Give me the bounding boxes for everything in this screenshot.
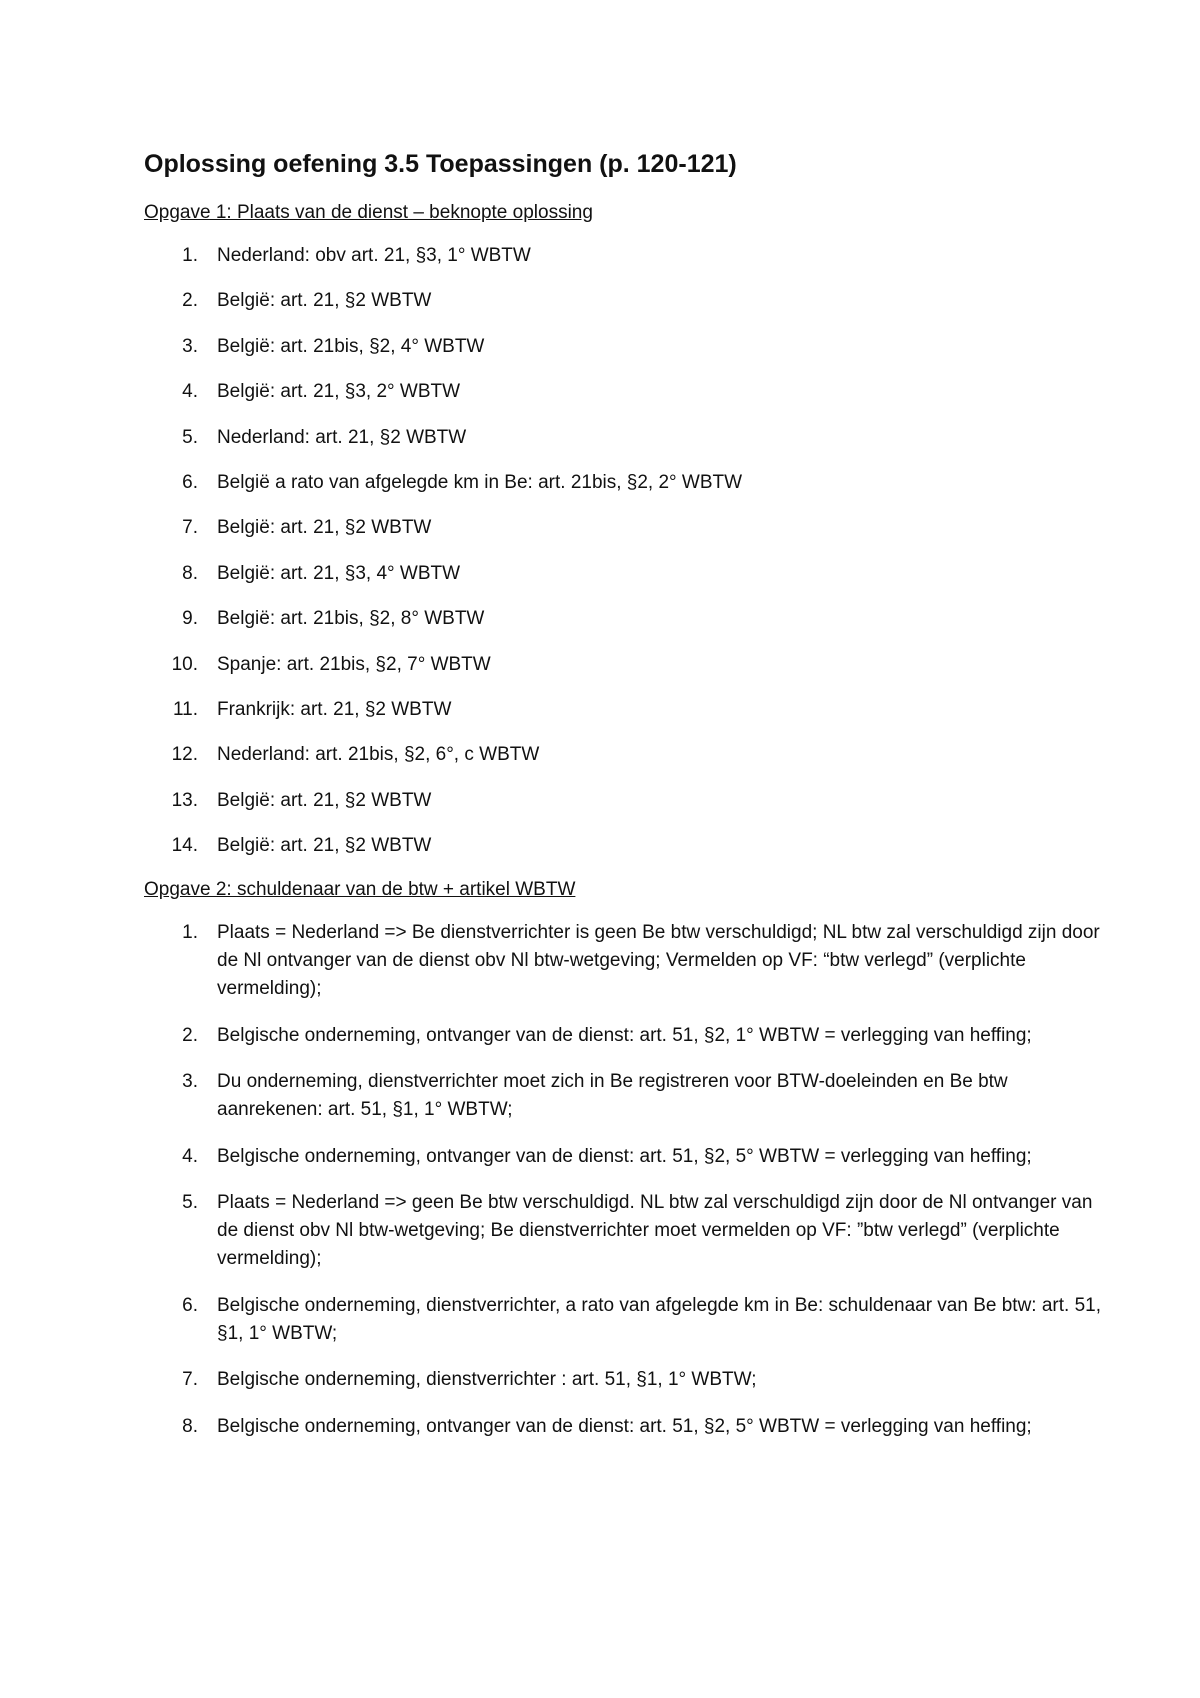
list-item — [144, 919, 1100, 1003]
list-item-text: België: art. 21, §3, 4° WBTW — [217, 562, 461, 584]
list-item-text: Nederland: obv art. 21, §3, 1° WBTW — [217, 245, 531, 266]
list-item-number: 2. — [182, 1024, 198, 1046]
list-item — [144, 787, 1080, 815]
list-item-number: 3. — [182, 1071, 198, 1093]
list-item — [144, 1413, 1080, 1441]
section-heading-opgave-1: Opgave 1: Plaats van de dienst – beknopte oplossing — [144, 202, 593, 223]
page-title: Oplossing oefening 3.5 Toepassingen (p. 120-121) — [144, 150, 737, 178]
list-item — [144, 287, 1080, 315]
list-item — [144, 514, 1080, 542]
list-item-number: 13. — [171, 789, 198, 811]
list-item-text: Belgische onderneming, ontvanger van de dienst: art. 51, §2, 5° WBTW = verlegging van heffing; — [217, 1415, 1032, 1437]
list-item-text: België: art. 21, §2 WBTW — [217, 290, 432, 312]
list-item-text: Plaats = Nederland => geen Be btw verschuldigd. NL btw zal verschuldigd zijn door de Nl ontvanger van de dienst obv Nl btw-wetgeving; Be dienstverrichter moet vermelden op VF: ”btw verlegd” (verplichte vermelding); — [217, 1192, 1093, 1270]
list-item-number: 7. — [182, 517, 198, 539]
list-item-number: 2. — [182, 290, 198, 312]
list-item-number: 5. — [182, 426, 198, 448]
list-item-number: 1. — [182, 245, 198, 266]
list-item-text: Du onderneming, dienstverrichter moet zich in Be registreren voor BTW-doeleinden en Be btw aanrekenen: art. 51, §1, 1° WBTW; — [217, 1071, 1008, 1121]
list-item-number: 8. — [182, 1415, 198, 1437]
list-item — [144, 1143, 1080, 1171]
list-item-text: België: art. 21, §3, 2° WBTW — [217, 381, 461, 403]
list-item-number: 9. — [182, 608, 198, 630]
list-item-text: België: art. 21, §2 WBTW — [217, 835, 432, 857]
list-item — [144, 378, 1080, 406]
list-item — [144, 1366, 1080, 1394]
list-item-number: 3. — [182, 335, 198, 357]
list-item-number: 8. — [182, 562, 198, 584]
list-item — [144, 333, 1080, 361]
list-item-text: Belgische onderneming, dienstverrichter : art. 51, §1, 1° WBTW; — [217, 1369, 757, 1391]
list-item — [144, 1068, 1080, 1124]
list-item — [144, 469, 1080, 497]
list-item — [144, 651, 1080, 679]
list-item-text: Spanje: art. 21bis, §2, 7° WBTW — [217, 653, 491, 675]
answer-list-opgave-1 — [144, 242, 1080, 860]
list-item — [144, 696, 1080, 724]
list-item-number: 14. — [171, 835, 198, 857]
list-item-number: 6. — [182, 471, 198, 493]
list-item — [144, 1022, 1080, 1050]
list-item-number: 10. — [171, 653, 198, 675]
list-item-text: Belgische onderneming, ontvanger van de dienst: art. 51, §2, 1° WBTW = verlegging van heffing; — [217, 1024, 1032, 1046]
list-item — [144, 832, 1080, 860]
list-item — [144, 1292, 1102, 1348]
list-item-number: 4. — [182, 1145, 198, 1167]
list-item-number: 12. — [171, 744, 198, 766]
list-item — [144, 560, 1080, 588]
list-item-text: Plaats = Nederland => Be dienstverrichter is geen Be btw verschuldigd; NL btw zal verschuldigd zijn door de Nl ontvanger van de dienst obv Nl btw-wetgeving; Vermelden op VF: “btw verlegd” (verplichte vermelding); — [217, 922, 1100, 1000]
list-item — [144, 741, 1080, 769]
list-item-number: 11. — [172, 698, 198, 720]
list-item-text: België: art. 21, §2 WBTW — [217, 789, 432, 811]
list-item-text: Nederland: art. 21, §2 WBTW — [217, 426, 467, 448]
list-item — [144, 424, 1080, 452]
list-item-text: Nederland: art. 21bis, §2, 6°, c WBTW — [217, 744, 540, 766]
list-item-number: 1. — [182, 922, 198, 944]
list-item-number: 4. — [182, 381, 198, 403]
list-item-text: België: art. 21bis, §2, 8° WBTW — [217, 608, 485, 630]
section-heading-opgave-2: Opgave 2: schuldenaar van de btw + artikel WBTW — [144, 879, 576, 901]
list-item-text: Frankrijk: art. 21, §2 WBTW — [217, 698, 452, 720]
list-item — [144, 242, 1080, 270]
list-item — [144, 1189, 1093, 1273]
list-item-number: 6. — [182, 1294, 198, 1316]
list-item-number: 7. — [182, 1369, 198, 1391]
list-item-text: België: art. 21, §2 WBTW — [217, 517, 432, 539]
list-item-text: Belgische onderneming, dienstverrichter, a rato van afgelegde km in Be: schuldenaar van Be btw: art. 51, §1, 1° WBTW; — [217, 1294, 1102, 1344]
list-item-text: Belgische onderneming, ontvanger van de dienst: art. 51, §2, 5° WBTW = verlegging van heffing; — [217, 1145, 1032, 1167]
list-item-number: 5. — [182, 1192, 198, 1214]
list-item-text: België a rato van afgelegde km in Be: art. 21bis, §2, 2° WBTW — [217, 471, 743, 493]
list-item — [144, 605, 1080, 633]
answer-list-opgave-2 — [144, 919, 1102, 1441]
list-item-text: België: art. 21bis, §2, 4° WBTW — [217, 335, 485, 357]
